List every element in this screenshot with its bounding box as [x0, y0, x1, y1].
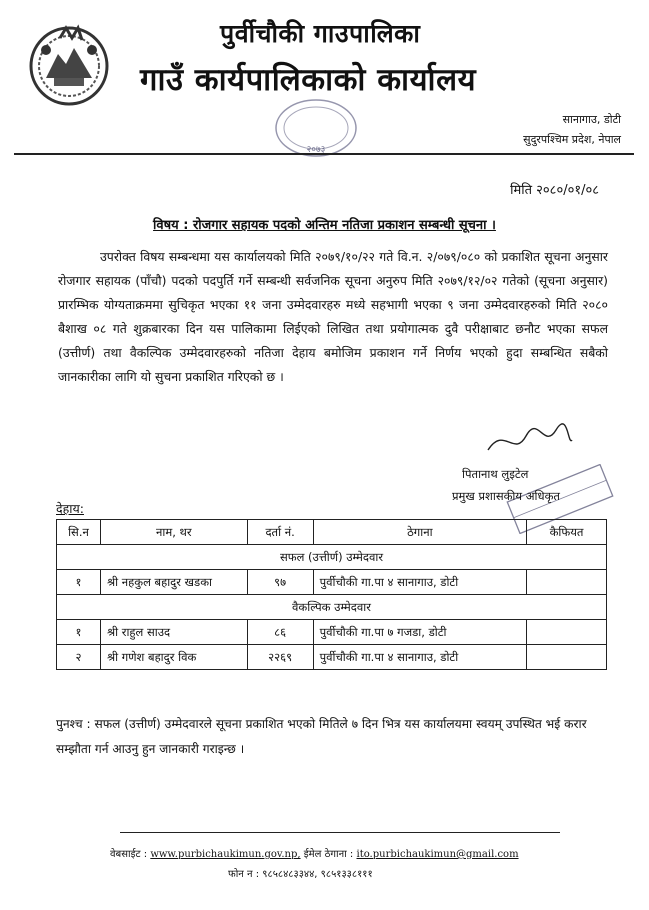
website-link[interactable]: www.purbichaukimun.gov.np, — [150, 849, 301, 860]
results-table — [56, 519, 607, 670]
group-row-passed — [57, 545, 607, 570]
remarks-cell — [527, 645, 607, 670]
group-alternate-label: वैकल्पिक उम्मेदवार — [57, 595, 607, 620]
website-label: वेबसाईट : — [110, 849, 148, 860]
address-line2: सुदुरपश्चिम प्रदेश, नेपाल — [523, 133, 621, 146]
signature — [484, 420, 574, 460]
name-cell: श्री नहकुल बहादुर खडका — [100, 570, 247, 595]
col-serial: सि.न — [57, 520, 101, 545]
subject-text: विषय : रोजगार सहायक पदको अन्तिम नतिजा प्रकाशन सम्बन्धी सूचना । — [153, 218, 496, 233]
col-reg-no: दर्ता नं. — [247, 520, 313, 545]
office-title-line2: गाउँ कार्यपालिकाको कार्यालय — [140, 62, 477, 98]
notice-date: मिति २०८०/०१/०८ — [510, 183, 599, 198]
office-stamp — [268, 92, 364, 162]
table-row — [57, 645, 607, 670]
address-cell: पुर्वीचौकी गा.पा ४ सानागाउ, डोटी — [313, 645, 527, 670]
remarks-cell — [527, 570, 607, 595]
footer-phone: फोन न : ९८५८४८३३४४, ९८५१३३८१११ — [228, 869, 373, 880]
remarks-cell — [527, 620, 607, 645]
serial-cell: १ — [57, 570, 101, 595]
reg-no-cell: २२६९ — [247, 645, 313, 670]
group-row-alternate — [57, 595, 607, 620]
nepal-emblem-icon — [26, 20, 112, 108]
name-cell: श्री गणेश बहादुर विक — [100, 645, 247, 670]
stamp-number: २०७३ — [306, 145, 326, 155]
address-cell: पुर्वीचौकी गा.पा ४ सानागाउ, डोटी — [313, 570, 527, 595]
table-heading: देहाय: — [56, 501, 84, 516]
group-passed-label: सफल (उत्तीर्ण) उम्मेदवार — [57, 545, 607, 570]
address-cell: पुर्वीचौकी गा.पा ७ गजडा, डोटी — [313, 620, 527, 645]
signatory-title: प्रमुख प्रशासकीय अधिकृत — [452, 489, 560, 503]
footer-divider — [120, 832, 560, 833]
email-link[interactable]: ito.purbichaukimun@gmail.com — [356, 849, 519, 860]
serial-cell: २ — [57, 645, 101, 670]
reg-no-cell: ९७ — [247, 570, 313, 595]
signatory-name: पितानाथ लुइटेल — [462, 467, 529, 481]
office-title-line1: पुर्वीचौकी गाउपालिका — [220, 19, 421, 48]
table-header-row — [57, 520, 607, 545]
col-name: नाम, थर — [100, 520, 247, 545]
name-cell: श्री राहुल साउद — [100, 620, 247, 645]
postscript-note: पुनश्च : सफल (उत्तीर्ण) उम्मेदवारले सूचना प्रकाशित भएको मितिले ७ दिन भित्र यस कार्यालयमा स्वयम् उपस्थित भई करार सम्झौता गर्न आउनु हुन जानकारी गराइन्छ । — [56, 717, 587, 756]
table-row — [57, 570, 607, 595]
col-remarks: कैफियत — [527, 520, 607, 545]
reg-no-cell: ८६ — [247, 620, 313, 645]
table-row — [57, 620, 607, 645]
header-divider — [14, 153, 634, 155]
notice-body: उपरोक्त विषय सम्बन्धमा यस कार्यालयको मिति २०७९/१०/२२ गते वि.न. २/०७९/०८० को प्रकाशित सूचना अनुसार रोजगार सहायक (पाँचौ) पदको पदपुर्ति गर्ने सम्बन्धी सर्वजनिक सूचना अनुरुप मिति २०७९/१२/०२ गतेको (सूचना अनुसार) प्रारम्भिक योग्यताक्रममा सुचिकृत भएका ११ जना उम्मेदवारहरु मध्ये सहभागी भएका ९ जना उम्मेदवारहरुको मिति २०८० बैशाख ०८ गते शुक्रबारका दिन यस पालिकामा लिईएको लिखित तथा प्रयोगात्मक दुवै परीक्षाबाट छनौट भएका सफल (उत्तीर्ण) तथा वैकल्पिक उम्मेदवारहरुको नतिजा देहाय बमोजिम प्रकाशन गर्ने निर्णय भएको हुदा सम्बन्धित सबैको जानकारीका लागि यो सुचना प्रकाशित गरिएको छ । — [58, 249, 608, 384]
email-label: ईमेल ठेगाना : — [303, 849, 354, 860]
footer-contact — [110, 846, 519, 860]
address-line1: सानागाउ, डोटी — [562, 113, 621, 126]
col-address: ठेगाना — [313, 520, 527, 545]
notice-subject — [0, 215, 649, 233]
serial-cell: १ — [57, 620, 101, 645]
